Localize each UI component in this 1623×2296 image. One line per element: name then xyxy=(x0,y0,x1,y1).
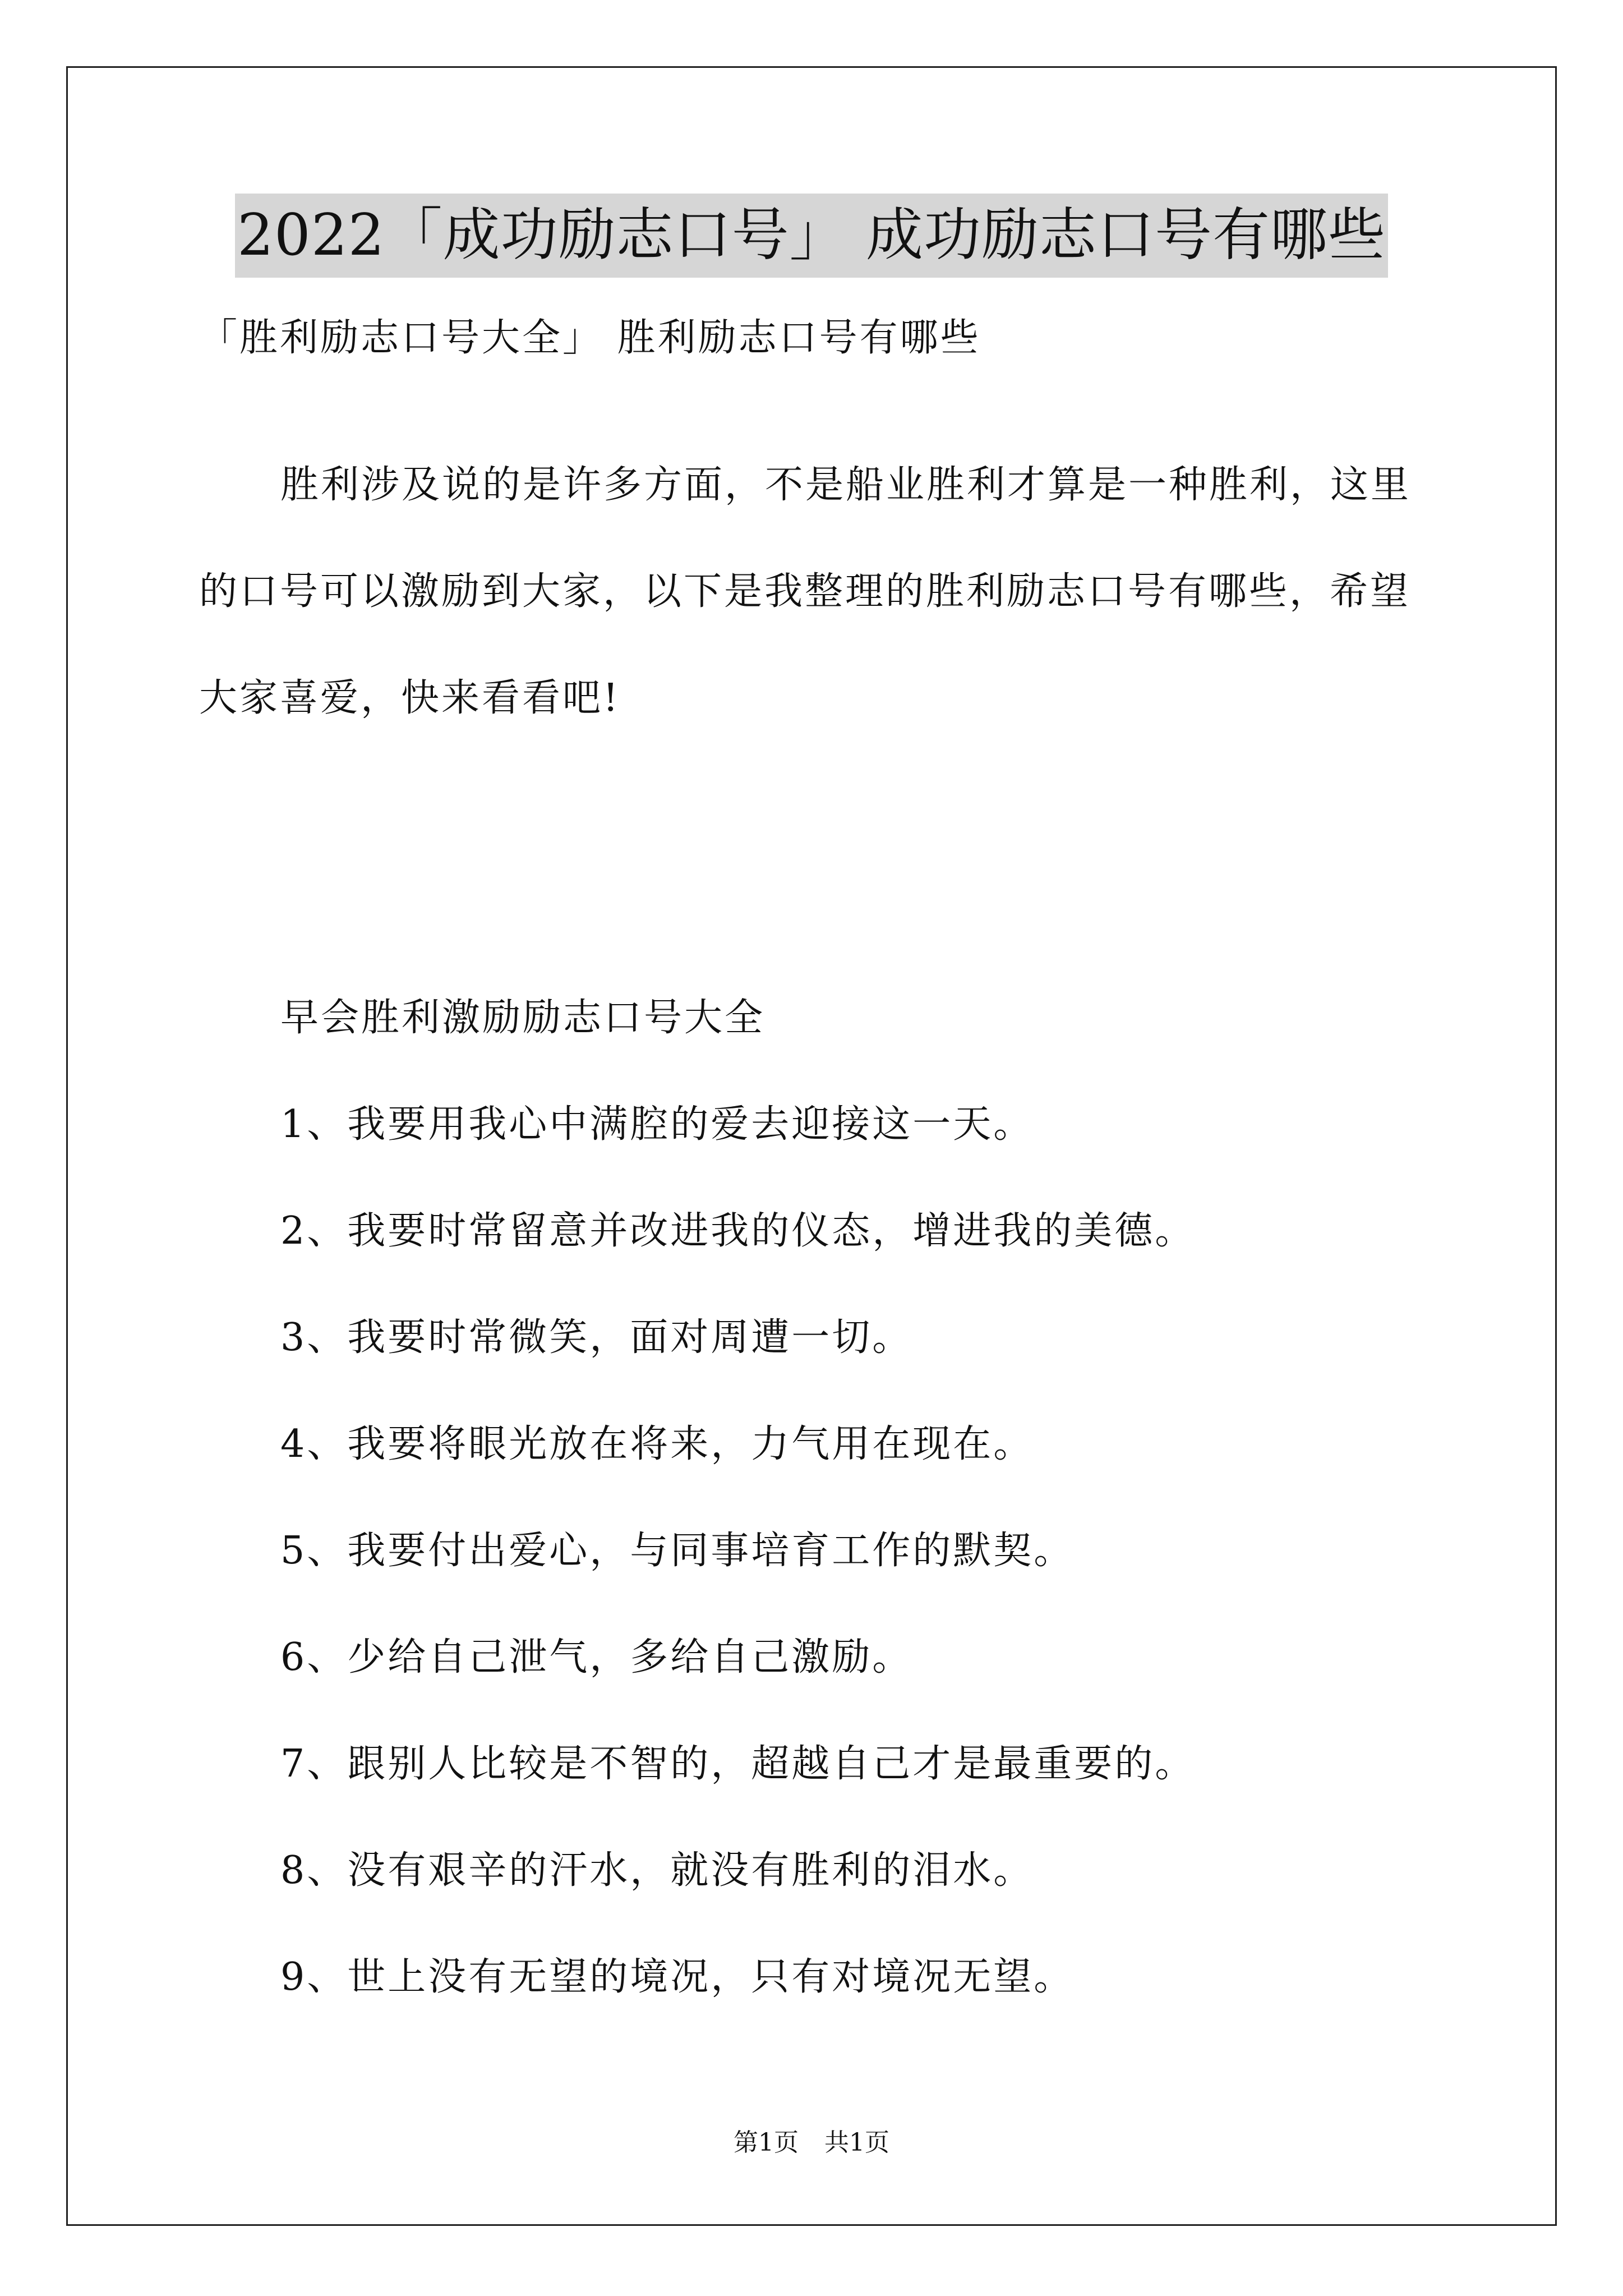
document-title: 2022「成功励志口号」 成功励志口号有哪些 xyxy=(235,194,1388,278)
list-item: 8、没有艰辛的汗水，就没有胜利的泪水。 xyxy=(280,1848,1034,1893)
list-item: 4、我要将眼光放在将来，力气用在现在。 xyxy=(280,1422,1034,1466)
list-item: 5、我要付出爱心，与同事培育工作的默契。 xyxy=(280,1529,1075,1573)
list-item: 1、我要用我心中满腔的爱去迎接这一天。 xyxy=(280,1102,1034,1147)
page-number: 第1页 xyxy=(734,2128,799,2157)
intro-paragraph-line-3: 大家喜爱，快来看看吧! xyxy=(199,676,621,720)
intro-paragraph-line-2: 的口号可以激励到大家，以下是我整理的胜利励志口号有哪些，希望 xyxy=(199,569,1411,614)
page-footer xyxy=(0,2126,1623,2160)
intro-paragraph-line-1: 胜利涉及说的是许多方面，不是船业胜利才算是一种胜利，这里 xyxy=(280,463,1412,507)
list-item: 6、少给自己泄气，多给自己激励。 xyxy=(280,1635,913,1680)
list-item: 9、世上没有无望的境况，只有对境况无望。 xyxy=(280,1955,1075,1999)
document-subtitle: 「胜利励志口号大全」 胜利励志口号有哪些 xyxy=(199,316,981,360)
title-container xyxy=(0,194,1623,278)
list-item: 7、跟别人比较是不智的，超越自己才是最重要的。 xyxy=(280,1742,1196,1786)
page-total: 共1页 xyxy=(824,2128,889,2157)
section-heading: 早会胜利激励励志口号大全 xyxy=(280,996,766,1040)
list-item: 2、我要时常留意并改进我的仪态，增进我的美德。 xyxy=(280,1209,1196,1253)
list-item: 3、我要时常微笑，面对周遭一切。 xyxy=(280,1315,913,1360)
